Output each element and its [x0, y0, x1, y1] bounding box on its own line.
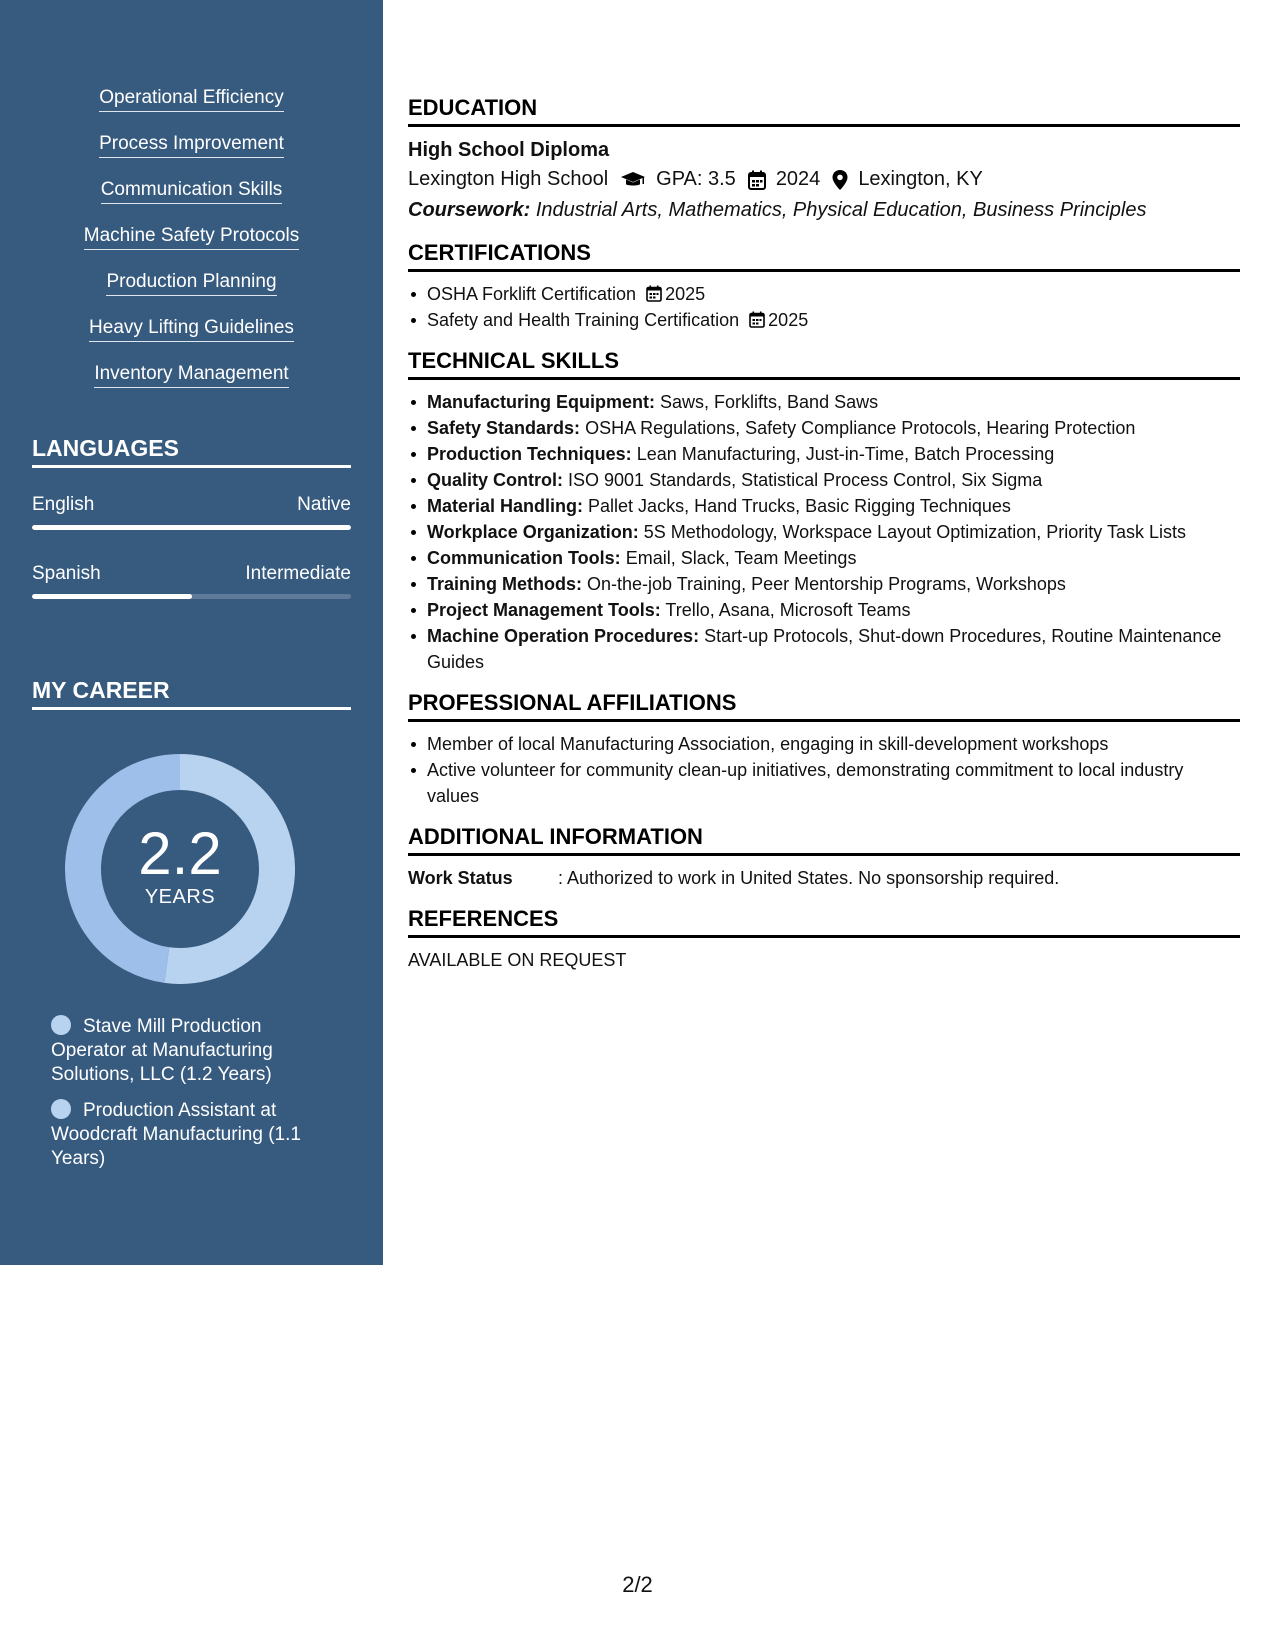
page-number: 2/2	[622, 1572, 653, 1597]
main-content	[408, 94, 1240, 987]
skills-list	[0, 86, 383, 408]
technical-skill-item: Quality Control: ISO 9001 Standards, Statistical Process Control, Six Sigma	[408, 467, 1240, 493]
education-details	[408, 164, 1240, 195]
work-status-label: Work Status	[408, 868, 513, 888]
skill-item: Communication Skills	[101, 178, 283, 204]
skill-item: Production Planning	[106, 270, 276, 296]
references-text: AVAILABLE ON REQUEST	[408, 950, 627, 970]
graduation-year: 2024	[775, 168, 821, 190]
calendar-icon	[748, 170, 766, 190]
technical-skill-item: Training Methods: On-the-job Training, Peer Mentorship Programs, Workshops	[408, 571, 1240, 597]
career-years-unit: YEARS	[144, 886, 216, 908]
affiliation-item: Active volunteer for community clean-up initiatives, demonstrating commitment to local industry values	[408, 757, 1240, 809]
affiliations-section	[408, 689, 1240, 809]
language-level: Intermediate	[245, 563, 351, 584]
coursework	[408, 195, 1240, 225]
school-location: Lexington, KY	[858, 168, 983, 190]
section-title: EDUCATION	[408, 94, 1240, 127]
school-name: Lexington High School	[408, 168, 609, 190]
location-pin-icon	[832, 170, 848, 190]
calendar-icon	[749, 311, 765, 328]
language-bar-fill	[32, 525, 351, 530]
section-title: CERTIFICATIONS	[408, 239, 1240, 272]
languages-heading: LANGUAGES	[32, 434, 351, 468]
career-total-years: 2.2	[138, 820, 222, 887]
degree-title: High School Diploma	[408, 139, 610, 161]
career-heading: MY CAREER	[32, 676, 351, 710]
work-status-value: : Authorized to work in United States. No sponsorship required.	[558, 868, 1060, 888]
technical-skills-list	[408, 389, 1240, 675]
gpa: GPA: 3.5	[656, 168, 736, 190]
language-bar-fill	[32, 594, 192, 599]
technical-skill-item: Machine Operation Procedures: Start-up Protocols, Shut-down Procedures, Routine Maintenance Guides	[408, 623, 1240, 675]
technical-skill-item: Project Management Tools: Trello, Asana, Microsoft Teams	[408, 597, 1240, 623]
language-bar-english	[32, 525, 351, 530]
career-list	[51, 1015, 321, 1183]
section-title: REFERENCES	[408, 905, 1240, 938]
language-row-english	[32, 493, 351, 517]
technical-skill-item: Communication Tools: Email, Slack, Team Meetings	[408, 545, 1240, 571]
skill-item: Machine Safety Protocols	[84, 224, 299, 250]
education-section	[408, 94, 1240, 225]
language-name: English	[32, 494, 95, 515]
technical-skill-item: Safety Standards: OSHA Regulations, Safety Compliance Protocols, Hearing Protection	[408, 415, 1240, 441]
coursework-list: Industrial Arts, Mathematics, Physical Education, Business Principles	[535, 199, 1147, 221]
section-title: PROFESSIONAL AFFILIATIONS	[408, 689, 1240, 722]
career-donut	[65, 754, 295, 984]
technical-skill-item: Manufacturing Equipment: Saws, Forklifts, Band Saws	[408, 389, 1240, 415]
affiliation-item: Member of local Manufacturing Association, engaging in skill-development workshops	[408, 731, 1240, 757]
certification-item: OSHA Forklift Certification 2025	[408, 281, 1240, 307]
calendar-icon	[646, 285, 662, 302]
career-item: Stave Mill Production Operator at Manufacturing Solutions, LLC (1.2 Years)	[51, 1016, 273, 1085]
technical-skill-item: Material Handling: Pallet Jacks, Hand Trucks, Basic Rigging Techniques	[408, 493, 1240, 519]
references-section	[408, 905, 1240, 973]
certifications-section	[408, 239, 1240, 333]
coursework-label: Coursework:	[408, 199, 531, 221]
work-status-row	[408, 865, 1240, 891]
technical-skills-section	[408, 347, 1240, 675]
section-title: ADDITIONAL INFORMATION	[408, 823, 1240, 856]
skill-item: Operational Efficiency	[99, 86, 283, 112]
career-item: Production Assistant at Woodcraft Manufacturing (1.1 Years)	[51, 1100, 301, 1169]
technical-skill-item: Production Techniques: Lean Manufacturing, Just-in-Time, Batch Processing	[408, 441, 1240, 467]
skill-item: Inventory Management	[94, 362, 288, 388]
additional-info-section	[408, 823, 1240, 891]
section-title: TECHNICAL SKILLS	[408, 347, 1240, 380]
affiliations-list	[408, 731, 1240, 809]
language-name: Spanish	[32, 563, 101, 584]
graduation-cap-icon	[620, 170, 646, 190]
language-row-spanish	[32, 562, 351, 586]
skill-item: Process Improvement	[99, 132, 284, 158]
sidebar	[0, 0, 383, 1265]
career-dot-icon	[51, 1099, 71, 1119]
technical-skill-item: Workplace Organization: 5S Methodology, Workspace Layout Optimization, Priority Task Lists	[408, 519, 1240, 545]
language-level: Native	[297, 494, 351, 515]
certification-item: Safety and Health Training Certification 2025	[408, 307, 1240, 333]
language-bar-spanish	[32, 594, 351, 599]
certifications-list	[408, 281, 1240, 333]
skill-item: Heavy Lifting Guidelines	[89, 316, 294, 342]
career-dot-icon	[51, 1015, 71, 1035]
